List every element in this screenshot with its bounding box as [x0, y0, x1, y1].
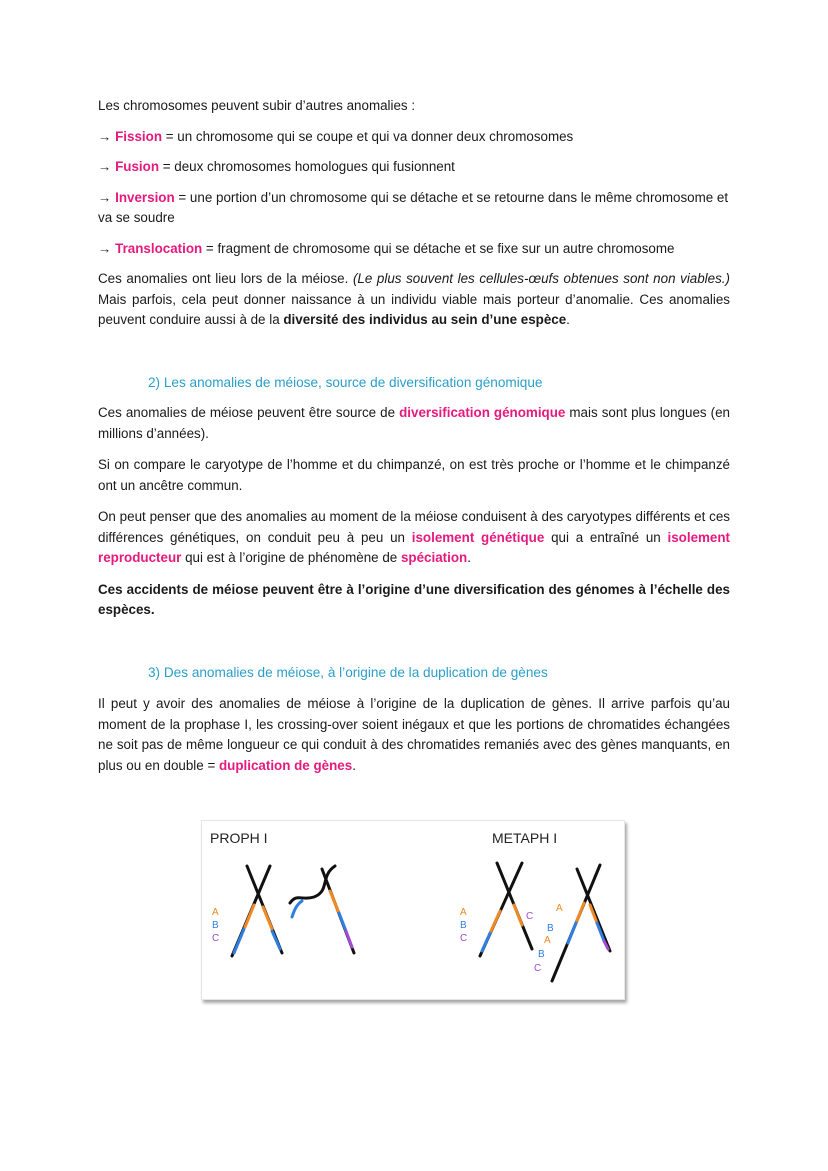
anomaly-inversion — [98, 188, 730, 229]
s2p3-text-d: . — [467, 550, 471, 565]
gene-c-meta: C — [460, 933, 468, 944]
section2-heading: 2) Les anomalies de méiose, source de diversification génomique — [148, 374, 543, 390]
s2p3-pink-1: isolement génétique — [411, 529, 545, 545]
metaphase-chromosome-2 — [552, 865, 610, 981]
gene-b-meta: B — [460, 920, 467, 931]
prophase-chromosome-2 — [290, 866, 354, 953]
para1-text-b: Mais parfois, cela peut donner naissance à un individu viable mais porteur d’anomalie. Ces anomalies peuvent conduire aussi à de la — [98, 291, 730, 327]
s2p1-text-b: mais sont plus longues (en millions d’années). — [98, 405, 730, 441]
metaphase-chromosome-1 — [480, 863, 532, 956]
prophase-chromosome-1 — [232, 866, 282, 956]
s3p1-text-a: Il peut y avoir des anomalies de méiose à l’origine de la duplication de gènes. Il arrive parfois qu’au moment de la prophase I, les crossing-over soient inégaux et que les portions de chromatides échangées ne soit pas de même longueur ce qui conduit à des chromatides remaniés avec des gènes manquants, en plus ou en double = — [98, 696, 730, 773]
s2p3-text-c: qui est à l’origine de phénomène de — [181, 550, 401, 565]
anomaly-fusion — [98, 157, 730, 178]
s2p1-text-a: Ces anomalies de méiose peuvent être source de — [98, 405, 400, 420]
gene-a-left: A — [212, 907, 219, 918]
s2p3-text-b: qui a entraîné un — [544, 529, 668, 545]
def-inversion: = une portion d’un chromosome qui se détache et se retourne dans le même chromosome et va se soudre — [98, 189, 729, 225]
def-fission: = un chromosome qui se coupe et qui va donner deux chromosomes — [162, 128, 574, 144]
section2-paragraph-1 — [98, 403, 730, 444]
gene-a-meta-2: A — [556, 903, 563, 914]
document-page — [98, 96, 730, 776]
def-fusion: = deux chromosomes homologues qui fusionnent — [159, 159, 455, 174]
s3p1-text-b: . — [352, 757, 356, 773]
gene-b-meta-2: B — [547, 923, 554, 934]
term-inversion: Inversion — [115, 189, 175, 205]
s2p3-text-a: On peut penser que des anomalies au moment de la méiose conduisent à des caryotypes différents et ces différences génétiques, on conduit peu à peu un — [98, 509, 730, 545]
gene-c-meta-2: C — [526, 911, 534, 922]
section3-paragraph-1 — [98, 694, 730, 776]
label-prophase: PROPH I — [210, 830, 268, 846]
term-fission: Fission — [115, 128, 162, 144]
chromosome-drawing — [202, 821, 624, 999]
section2-paragraph-2: Si on compare le caryotype de l’homme et du chimpanzé, on est très proche or l’homme et le chimpanzé ont un ancêtre commun. — [98, 457, 730, 493]
section2-conclusion: Ces accidents de méiose peuvent être à l’origine d’une diversification des génomes à l’échelle des espèces. — [98, 581, 730, 617]
paragraph-meiosis — [98, 269, 730, 331]
intro-line: Les chromosomes peuvent subir d’autres anomalies : — [98, 98, 416, 113]
s3p1-pink: duplication de gènes — [219, 757, 353, 773]
section3-heading: 3) Des anomalies de méiose, à l’origine de la duplication de gènes — [148, 664, 548, 680]
label-metaphase: METAPH I — [492, 830, 558, 846]
chromosome-figure — [201, 820, 625, 1000]
term-translocation: Translocation — [115, 240, 203, 256]
arrow-icon: → — [98, 189, 112, 205]
gene-a-meta-3: A — [544, 935, 551, 946]
para1-text-a: Ces anomalies ont lieu lors de la méiose. — [98, 271, 353, 286]
gene-b-left: B — [212, 920, 219, 931]
s2p3-pink-3: spéciation — [400, 550, 468, 565]
para1-bold: diversité des individus au sein d’une espèce — [283, 312, 567, 327]
s2p1-pink: diversification génomique — [399, 405, 566, 420]
term-fusion: Fusion — [115, 159, 160, 174]
para1-text-c: . — [566, 312, 570, 327]
gene-b-meta-3: B — [538, 949, 545, 960]
arrow-icon: → — [98, 128, 112, 144]
para1-italic: (Le plus souvent les cellules-œufs obtenues sont non viables.) — [352, 271, 730, 286]
anomaly-translocation — [98, 239, 730, 260]
s2p3-pink-2: isolement reproducteur — [98, 529, 731, 565]
gene-c-meta-3: C — [534, 963, 542, 974]
gene-a-meta: A — [460, 907, 467, 918]
arrow-icon: → — [98, 159, 112, 174]
section2-paragraph-3 — [98, 507, 730, 569]
arrow-icon: → — [98, 240, 112, 256]
def-translocation: = fragment de chromosome qui se détache et se fixe sur un autre chromosome — [202, 240, 675, 256]
gene-c-left: C — [212, 933, 220, 944]
anomaly-fission — [98, 127, 730, 148]
